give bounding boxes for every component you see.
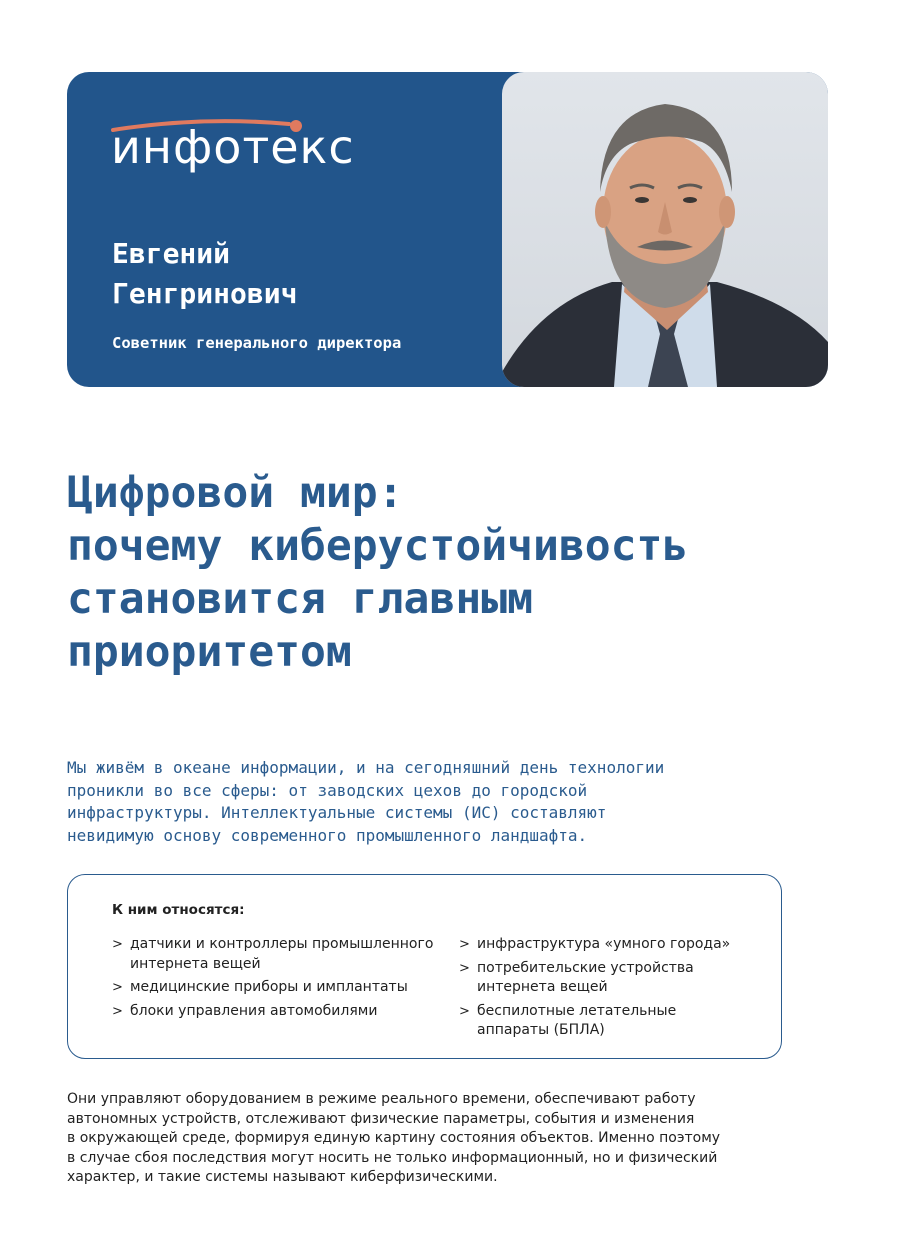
closing-paragraph <box>67 1090 827 1188</box>
closing-line: автономных устройств, отслеживают физические параметры, события и изменения <box>67 1110 695 1127</box>
closing-line: в случае сбоя последствия могут носить не только информационный, но и физический <box>67 1149 718 1166</box>
intro-line: невидимую основу современного промышленного ландшафта. <box>67 825 588 845</box>
chevron-right-icon: > <box>112 937 123 952</box>
person-role: Советник генерального директора <box>112 334 402 352</box>
headline-line: приоритетом <box>67 627 352 677</box>
intro-line: проникли во все сферы: от заводских цехов до городской <box>67 780 588 800</box>
intro-line: инфраструктуры. Интеллектуальные системы (ИС) составляют <box>67 803 607 822</box>
list-item: > блоки управления автомобилями <box>112 1002 442 1022</box>
person-first-name: Евгений <box>112 237 231 270</box>
systems-list-box <box>67 874 782 1059</box>
closing-line: в окружающей среде, формируя единую картину состояния объектов. Именно поэтому <box>67 1130 721 1146</box>
list-title: К ним относятся: <box>112 902 245 918</box>
intro-line: Мы живём в океане информации, и на сегодняшний день технологии <box>67 758 665 777</box>
closing-line: Они управляют оборудованием в режиме реального времени, обеспечивают работу <box>67 1091 696 1107</box>
header-card <box>67 72 828 387</box>
chevron-right-icon: > <box>459 937 470 952</box>
chevron-right-icon: > <box>112 1003 123 1019</box>
intro-paragraph <box>67 757 827 847</box>
list-item: > потребительские устройства интернета вещей <box>459 959 694 995</box>
headline-line: становится главным <box>67 574 533 624</box>
portrait-illustration <box>502 72 828 387</box>
portrait-photo <box>502 72 828 387</box>
person-name <box>112 234 492 314</box>
headline-line: Цифровой мир: <box>67 468 404 518</box>
chevron-right-icon: > <box>459 1003 470 1019</box>
article-headline <box>67 467 867 679</box>
chevron-right-icon: > <box>459 960 470 976</box>
list-column-right <box>459 935 759 1045</box>
list-item: > медицинские приборы и имплантаты <box>112 978 442 998</box>
logo-text: инфотекс <box>111 120 355 174</box>
list-item: > беспилотные летательные аппараты (БПЛА) <box>459 1002 677 1038</box>
list-column-left <box>112 935 442 1025</box>
person-last-name: Генгринович <box>112 277 298 310</box>
company-logo <box>111 116 411 178</box>
headline-line: почему киберустойчивость <box>67 521 689 571</box>
closing-line: характер, и такие системы называют киберфизическими. <box>67 1169 498 1185</box>
list-item: > датчики и контроллеры промышленного интернета вещей <box>112 936 434 972</box>
list-item: > инфраструктура «умного города» <box>459 935 759 955</box>
chevron-right-icon: > <box>112 980 123 995</box>
